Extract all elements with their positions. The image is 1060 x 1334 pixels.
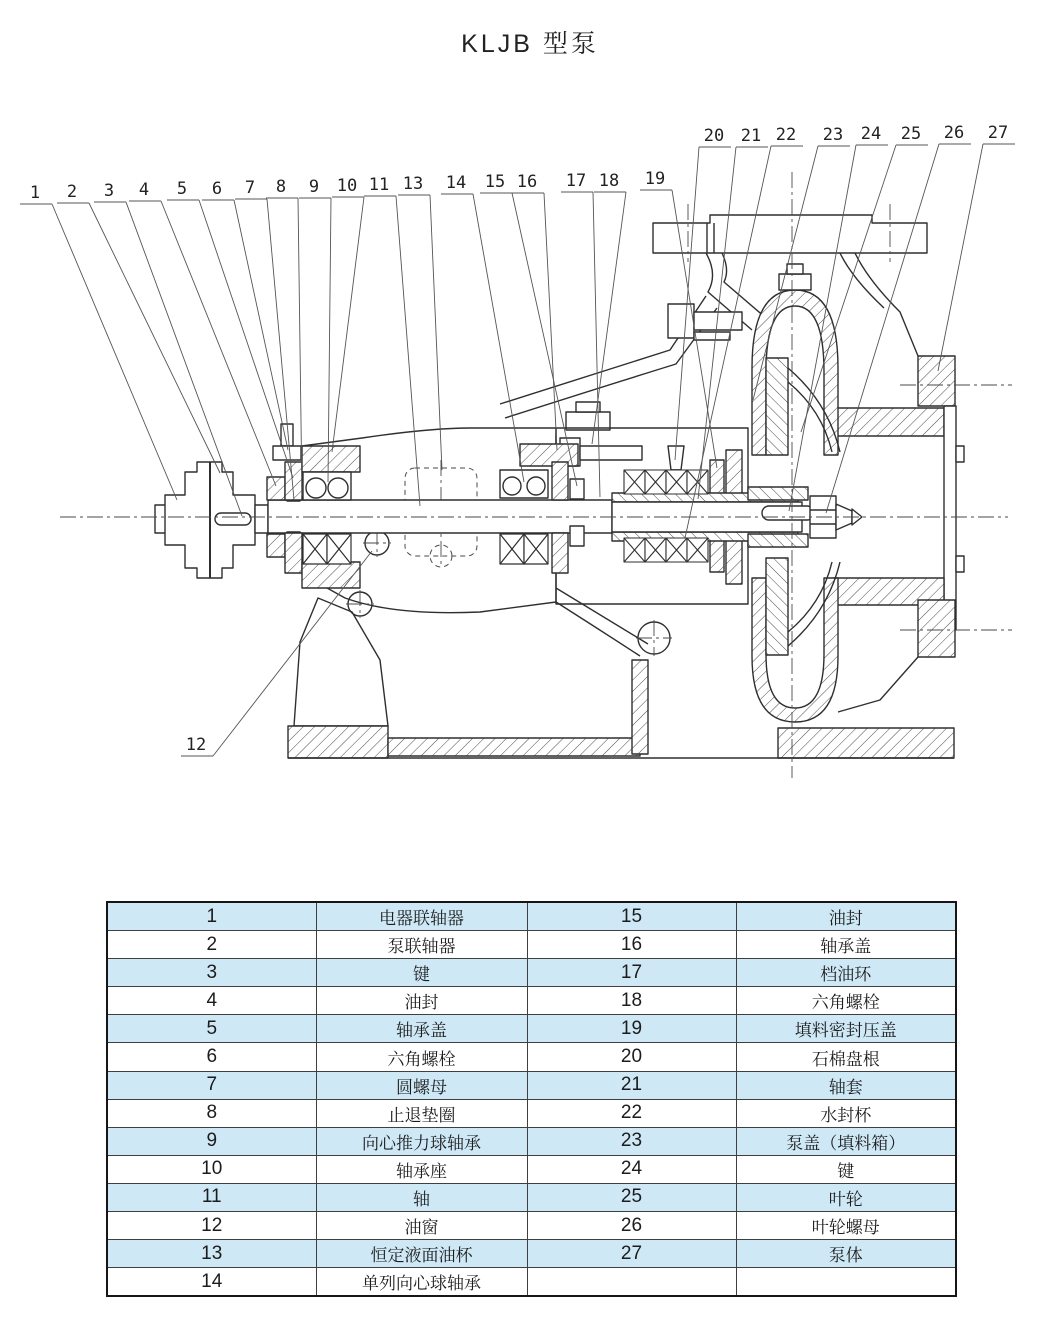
part-name-cell: 轴承座 xyxy=(316,1155,527,1183)
part-name-cell xyxy=(736,1268,956,1297)
table-row xyxy=(107,1099,956,1127)
callout-label-12: 12 xyxy=(185,735,207,755)
part-name-cell: 叶轮 xyxy=(736,1183,956,1211)
part-name-cell: 圆螺母 xyxy=(316,1071,527,1099)
part-name-cell: 油封 xyxy=(736,902,956,931)
part-name-cell: 轴承盖 xyxy=(316,1015,527,1043)
discharge-flange xyxy=(653,215,927,253)
part-name-cell: 键 xyxy=(736,1155,956,1183)
part-number-cell: 12 xyxy=(107,1212,316,1240)
callout-label-8: 8 xyxy=(275,177,287,197)
part-number-cell: 9 xyxy=(107,1127,316,1155)
part-name-cell: 恒定液面油杯 xyxy=(316,1240,527,1268)
table-row xyxy=(107,987,956,1015)
callout-label-11: 11 xyxy=(368,175,390,195)
callout-leader xyxy=(826,144,939,513)
callout-label-3: 3 xyxy=(103,181,115,201)
part-number-cell: 3 xyxy=(107,959,316,987)
part-name-cell: 单列向心球轴承 xyxy=(316,1268,527,1297)
table-row xyxy=(107,1155,956,1183)
part-name-cell: 叶轮螺母 xyxy=(736,1212,956,1240)
part-number-cell: 2 xyxy=(107,931,316,959)
part-number-cell: 23 xyxy=(527,1127,736,1155)
callout-leader xyxy=(592,192,626,444)
part-number-cell: 20 xyxy=(527,1043,736,1071)
part-name-cell: 轴 xyxy=(316,1183,527,1211)
parts-table xyxy=(106,901,957,1297)
callout-label-14: 14 xyxy=(445,173,467,193)
part-name-cell: 石棉盘根 xyxy=(736,1043,956,1071)
table-row xyxy=(107,959,956,987)
part-number-cell: 27 xyxy=(527,1240,736,1268)
callout-label-15: 15 xyxy=(484,172,506,192)
callout-label-19: 19 xyxy=(644,169,666,189)
part-number-cell: 13 xyxy=(107,1240,316,1268)
callout-leader xyxy=(332,197,364,452)
part-name-cell: 止退垫圈 xyxy=(316,1099,527,1127)
table-row xyxy=(107,1043,956,1071)
part-number-cell xyxy=(527,1268,736,1297)
suction-flange-bottom xyxy=(918,600,955,657)
part-name-cell: 轴套 xyxy=(736,1071,956,1099)
callout-leader xyxy=(544,193,557,450)
callout-leader xyxy=(938,144,983,371)
pedestal xyxy=(288,588,954,758)
callout-label-13: 13 xyxy=(402,174,424,194)
cover-bolt xyxy=(668,304,694,338)
part-number-cell: 22 xyxy=(527,1099,736,1127)
part-number-cell: 5 xyxy=(107,1015,316,1043)
table-row xyxy=(107,1127,956,1155)
part-number-cell: 7 xyxy=(107,1071,316,1099)
part-name-cell: 油封 xyxy=(316,987,527,1015)
part-name-cell: 油窗 xyxy=(316,1212,527,1240)
part-number-cell: 8 xyxy=(107,1099,316,1127)
part-name-cell: 电器联轴器 xyxy=(316,902,527,931)
table-row xyxy=(107,1015,956,1043)
table-row xyxy=(107,931,956,959)
keyway xyxy=(215,513,251,525)
part-number-cell: 14 xyxy=(107,1268,316,1297)
table-row xyxy=(107,1183,956,1211)
callout-label-4: 4 xyxy=(138,180,150,200)
page-title: KLJB 型泵 xyxy=(461,30,599,58)
callout-label-7: 7 xyxy=(244,178,256,198)
part-name-cell: 泵盖（填料箱） xyxy=(736,1127,956,1155)
part-name-cell: 档油环 xyxy=(736,959,956,987)
part-number-cell: 11 xyxy=(107,1183,316,1211)
callout-leader xyxy=(789,145,856,511)
part-number-cell: 4 xyxy=(107,987,316,1015)
part-number-cell: 16 xyxy=(527,931,736,959)
part-name-cell: 向心推力球轴承 xyxy=(316,1127,527,1155)
part-name-cell: 六角螺栓 xyxy=(316,1043,527,1071)
pump-cover-dome xyxy=(668,264,838,455)
table-row xyxy=(107,1240,956,1268)
part-number-cell: 26 xyxy=(527,1212,736,1240)
casing-right-wall xyxy=(855,253,918,356)
callout-leader xyxy=(234,200,288,450)
callout-label-16: 16 xyxy=(516,172,538,192)
packing-rings-bottom xyxy=(624,538,708,562)
part-name-cell: 填料密封压盖 xyxy=(736,1015,956,1043)
table-row xyxy=(107,1212,956,1240)
part-name-cell: 水封杯 xyxy=(736,1099,956,1127)
callout-label-9: 9 xyxy=(308,177,320,197)
pump-cross-section xyxy=(60,172,1012,778)
callout-label-20: 20 xyxy=(703,126,725,146)
foot-pad-right xyxy=(778,728,954,758)
callout-label-10: 10 xyxy=(336,176,358,196)
callout-label-22: 22 xyxy=(775,125,797,145)
callout-label-18: 18 xyxy=(598,171,620,191)
callout-label-1: 1 xyxy=(29,183,41,203)
callout-label-21: 21 xyxy=(740,126,762,146)
suction-flange-top xyxy=(918,356,955,406)
part-name-cell: 泵联轴器 xyxy=(316,931,527,959)
table-row xyxy=(107,902,956,931)
table-row xyxy=(107,1071,956,1099)
impeller-keyway xyxy=(762,506,814,520)
part-number-cell: 6 xyxy=(107,1043,316,1071)
callout-label-23: 23 xyxy=(822,125,844,145)
part-name-cell: 泵体 xyxy=(736,1240,956,1268)
part-name-cell: 轴承盖 xyxy=(736,931,956,959)
part-number-cell: 1 xyxy=(107,902,316,931)
base-plate xyxy=(388,738,640,756)
foot-pad-left xyxy=(288,726,388,758)
suction-flange-face xyxy=(944,406,956,630)
part-number-cell: 25 xyxy=(527,1183,736,1211)
part-number-cell: 19 xyxy=(527,1015,736,1043)
callout-label-6: 6 xyxy=(211,179,223,199)
callout-label-25: 25 xyxy=(900,124,922,144)
part-number-cell: 15 xyxy=(527,902,736,931)
part-number-cell: 24 xyxy=(527,1155,736,1183)
parts-table-body xyxy=(107,902,956,1296)
callout-label-5: 5 xyxy=(176,179,188,199)
callout-leader xyxy=(199,200,293,478)
callout-label-24: 24 xyxy=(860,124,882,144)
callout-label-26: 26 xyxy=(943,123,965,143)
callout-label-17: 17 xyxy=(565,171,587,191)
callout-label-2: 2 xyxy=(66,182,78,202)
part-number-cell: 21 xyxy=(527,1071,736,1099)
table-row xyxy=(107,1268,956,1297)
part-number-cell: 18 xyxy=(527,987,736,1015)
part-name-cell: 键 xyxy=(316,959,527,987)
callout-leader xyxy=(328,198,331,482)
part-number-cell: 17 xyxy=(527,959,736,987)
part-name-cell: 六角螺栓 xyxy=(736,987,956,1015)
coupling xyxy=(155,462,268,578)
part-number-cell: 10 xyxy=(107,1155,316,1183)
callout-leader xyxy=(52,204,177,500)
callout-label-27: 27 xyxy=(987,123,1009,143)
